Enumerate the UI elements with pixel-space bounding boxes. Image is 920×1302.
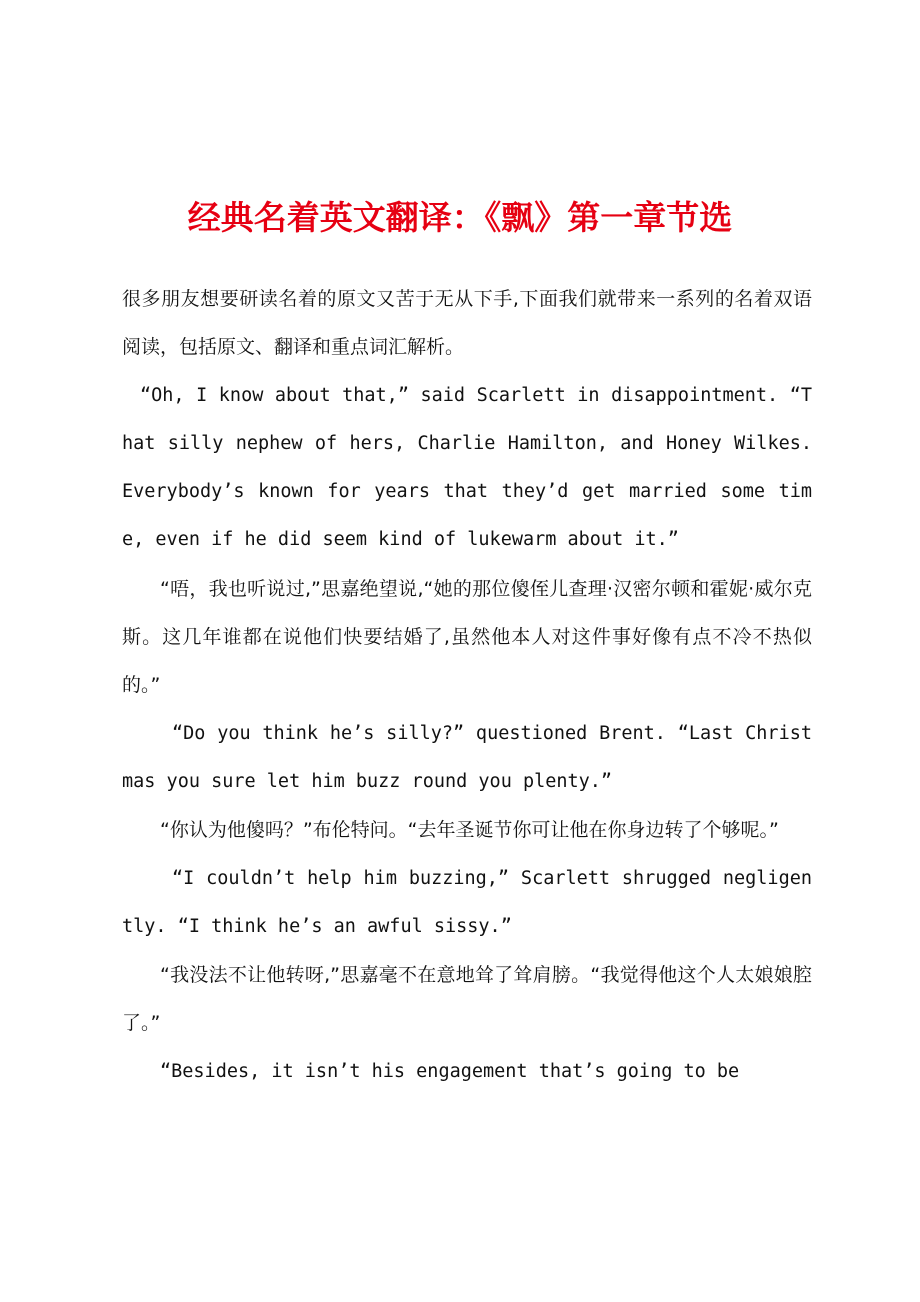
chinese-paragraph: “我没法不让他转呀,”思嘉毫不在意地耸了耸肩膀。“我觉得他这个人太娘娘腔了。” [122, 964, 812, 1035]
english-paragraph: “Oh, I know about that,” said Scarlett in disappointment. “That silly nephew of hers, Charlie Hamilton, and Honey Wilkes. Everybody’s known for years that they’d get married some time, even if he did seem kind of lukewarm about it.” [122, 384, 812, 551]
chinese-paragraph: “唔，我也听说过,”思嘉绝望说,“她的那位傻侄儿查理·汉密尔顿和霍妮·威尔克斯。这几年谁都在说他们快要结婚了,虽然他本人对这件事好像有点不冷不热似的。” [122, 577, 812, 697]
english-paragraph: “I couldn’t help him buzzing,” Scarlett shrugged negligently. “I think he’s an awful sissy.” [122, 867, 812, 937]
english-paragraph: “Besides, it isn’t his engagement that’s going to be [160, 1060, 740, 1082]
chinese-paragraph: “你认为他傻吗？”布伦特问。“去年圣诞节你可让他在你身边转了个够呢。” [160, 819, 779, 842]
document-title: 经典名着英文翻译：《飘》第一章节选 [187, 198, 733, 237]
english-paragraph: “Do you think he’s silly?” questioned Brent. “Last Christmas you sure let him buzz round you plenty.” [122, 722, 812, 792]
intro-paragraph: 很多朋友想要研读名着的原文又苦于无从下手,下面我们就带来一系列的名着双语阅读，包括原文、翻译和重点词汇解析。 [122, 288, 812, 359]
document-body [122, 275, 812, 1096]
